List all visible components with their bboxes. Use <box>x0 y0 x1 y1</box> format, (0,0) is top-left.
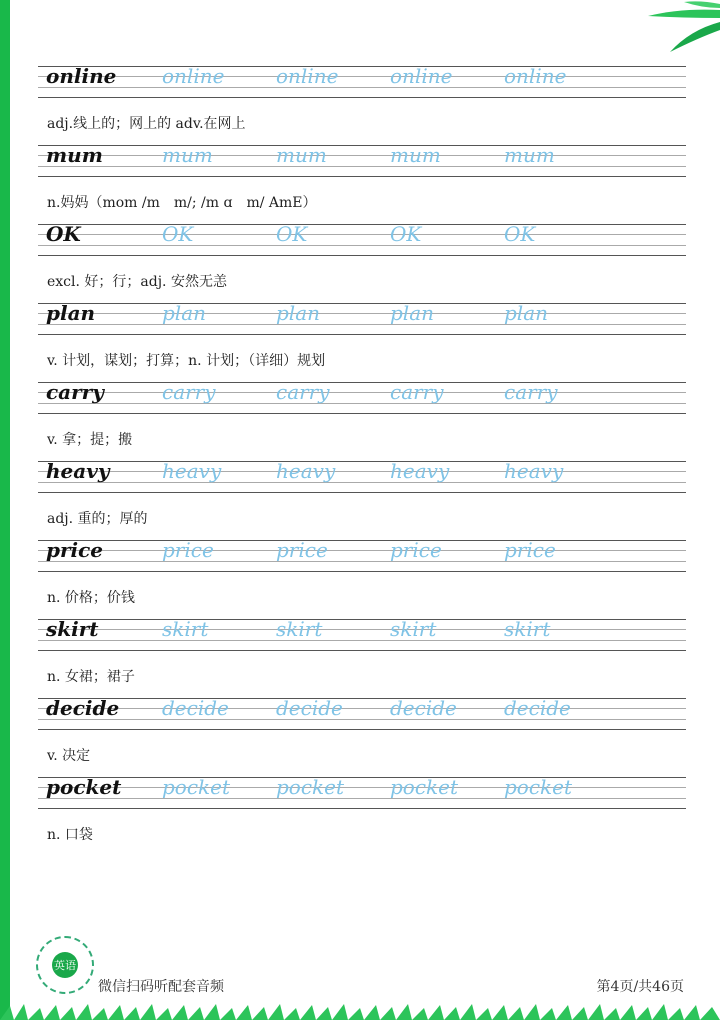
model-word: carry <box>46 380 104 404</box>
model-word: online <box>46 64 117 88</box>
trace-word: skirt <box>162 617 209 641</box>
grass-border-decoration <box>0 1002 720 1020</box>
trace-word: OK <box>162 222 194 246</box>
word-entry <box>38 378 686 457</box>
model-word: mum <box>46 143 103 167</box>
trace-word: plan <box>390 301 435 325</box>
trace-word: carry <box>276 380 330 404</box>
word-definition: n. 女裙；裙子 <box>47 669 135 685</box>
writing-lines <box>38 457 686 495</box>
word-definition: excl. 好；行；adj. 安然无恙 <box>47 274 227 290</box>
word-entry <box>38 220 686 299</box>
word-definition: v. 拿；提；搬 <box>47 432 133 448</box>
word-entry <box>38 457 686 536</box>
trace-word: pocket <box>390 775 459 799</box>
word-definition: n. 口袋 <box>47 827 93 843</box>
writing-lines <box>38 62 686 100</box>
trace-word: OK <box>390 222 422 246</box>
writing-lines <box>38 299 686 337</box>
trace-word: online <box>390 64 453 88</box>
trace-word: carry <box>162 380 216 404</box>
trace-word: skirt <box>276 617 323 641</box>
trace-word: price <box>162 538 214 562</box>
trace-word: heavy <box>162 459 222 483</box>
writing-lines <box>38 141 686 179</box>
word-entry <box>38 299 686 378</box>
trace-word: mum <box>276 143 327 167</box>
word-entry <box>38 694 686 773</box>
trace-word: mum <box>162 143 213 167</box>
word-definition: v. 计划，谋划；打算；n. 计划；（详细）规划 <box>47 353 326 369</box>
model-word: decide <box>46 696 120 720</box>
trace-word: online <box>504 64 567 88</box>
model-word: skirt <box>46 617 99 641</box>
trace-word: plan <box>162 301 207 325</box>
trace-word: decide <box>162 696 229 720</box>
word-entry <box>38 773 686 852</box>
trace-word: pocket <box>162 775 231 799</box>
word-definition: adj. 重的；厚的 <box>47 511 148 527</box>
trace-word: heavy <box>390 459 450 483</box>
word-entry <box>38 62 686 141</box>
word-definition: n. 价格；价钱 <box>47 590 135 606</box>
writing-lines <box>38 615 686 653</box>
word-definition: v. 决定 <box>47 748 91 764</box>
trace-word: decide <box>390 696 457 720</box>
trace-word: carry <box>390 380 444 404</box>
trace-word: pocket <box>276 775 345 799</box>
model-word: heavy <box>46 459 110 483</box>
word-entry <box>38 615 686 694</box>
trace-word: mum <box>504 143 555 167</box>
model-word: pocket <box>46 775 122 799</box>
vocabulary-worksheet <box>38 62 686 852</box>
trace-word: price <box>276 538 328 562</box>
writing-lines <box>38 773 686 811</box>
trace-word: decide <box>504 696 571 720</box>
word-entry <box>38 141 686 220</box>
trace-word: OK <box>504 222 536 246</box>
trace-word: decide <box>276 696 343 720</box>
trace-word: online <box>276 64 339 88</box>
trace-word: skirt <box>390 617 437 641</box>
bamboo-leaf-decoration <box>640 0 720 60</box>
trace-word: carry <box>504 380 558 404</box>
model-word: price <box>46 538 104 562</box>
audio-badge: 英语 <box>52 952 78 978</box>
model-word: OK <box>46 222 81 246</box>
trace-word: skirt <box>504 617 551 641</box>
word-entry <box>38 536 686 615</box>
trace-word: pocket <box>504 775 573 799</box>
trace-word: price <box>390 538 442 562</box>
trace-word: heavy <box>276 459 336 483</box>
qr-instruction: 微信扫码听配套音频 <box>98 979 224 995</box>
trace-word: plan <box>276 301 321 325</box>
trace-word: mum <box>390 143 441 167</box>
trace-word: OK <box>276 222 308 246</box>
left-green-border <box>0 0 10 1020</box>
page-number: 第4页/共46页 <box>596 979 684 995</box>
writing-lines <box>38 378 686 416</box>
word-definition: n.妈妈（mom /m m/; /m ɑ m/ AmE） <box>47 195 317 211</box>
writing-lines <box>38 220 686 258</box>
qr-code[interactable] <box>36 936 94 994</box>
trace-word: heavy <box>504 459 564 483</box>
trace-word: online <box>162 64 225 88</box>
trace-word: price <box>504 538 556 562</box>
writing-lines <box>38 536 686 574</box>
trace-word: plan <box>504 301 549 325</box>
writing-lines <box>38 694 686 732</box>
model-word: plan <box>46 301 96 325</box>
word-definition: adj.线上的；网上的 adv.在网上 <box>47 116 246 132</box>
